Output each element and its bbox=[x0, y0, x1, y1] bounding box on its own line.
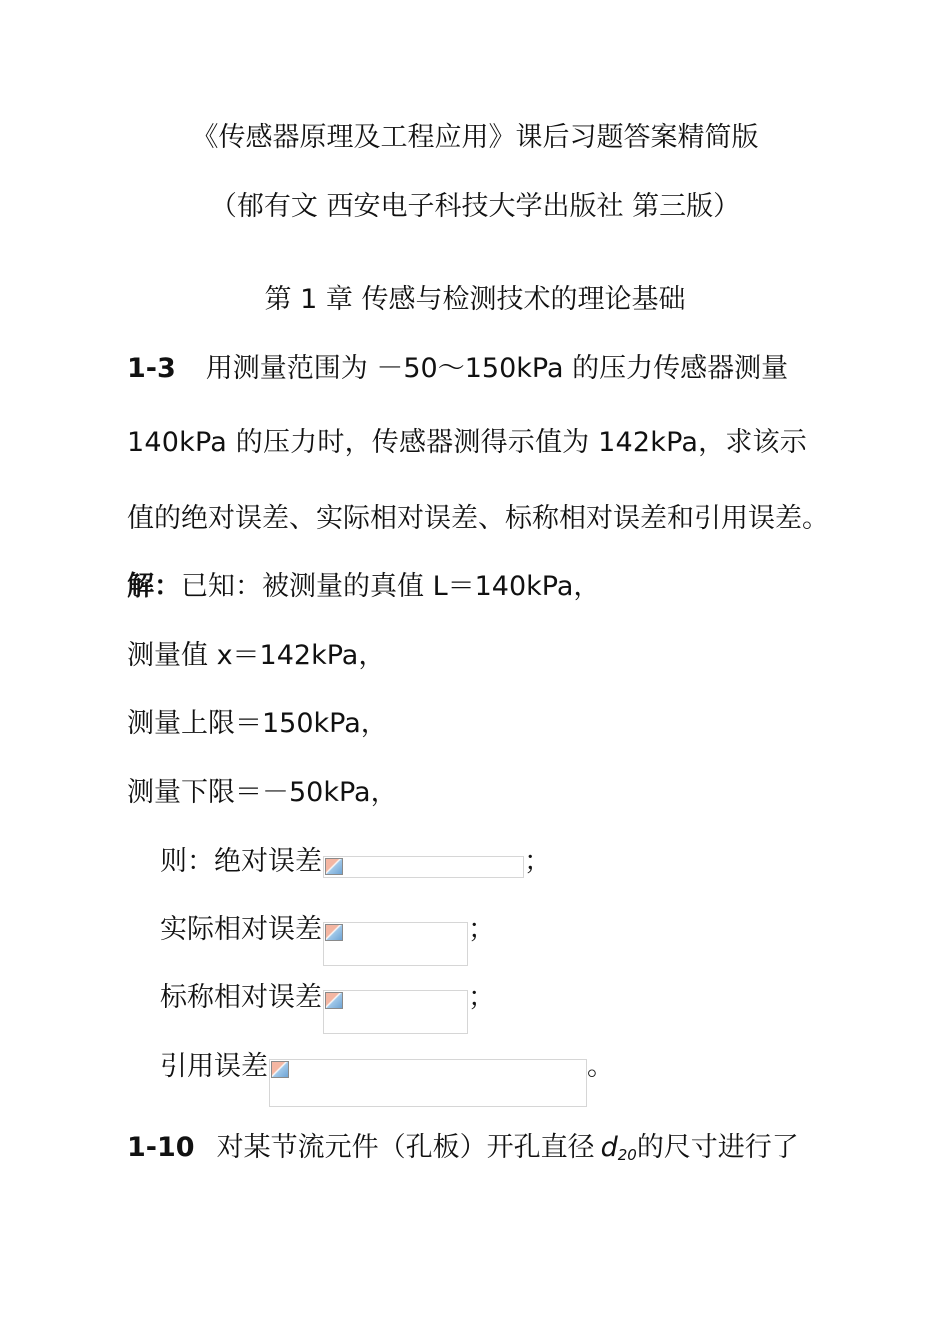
punctuation: ； bbox=[524, 846, 551, 877]
broken-image-icon bbox=[325, 992, 343, 1009]
diameter-symbol: $d_{20}$ bbox=[600, 1132, 637, 1164]
formula-image bbox=[323, 990, 468, 1034]
reference-error-line bbox=[160, 1053, 614, 1107]
solution-label: 解： bbox=[127, 571, 181, 602]
formula-image bbox=[269, 1059, 587, 1107]
upper-limit-line: 测量上限＝150kPa， bbox=[127, 708, 388, 739]
chapter-heading: 第 1 章 传感与检测技术的理论基础 bbox=[264, 284, 686, 315]
real-relative-error-line bbox=[160, 916, 495, 966]
problem-1-10-line-1 bbox=[127, 1134, 799, 1163]
problem-number: 1-10 bbox=[127, 1132, 195, 1163]
nominal-relative-error-line bbox=[160, 984, 495, 1034]
problem-text: 对某节流元件（孔板）开孔直径 bbox=[216, 1132, 595, 1163]
document-title: 《传感器原理及工程应用》课后习题答案精简版 bbox=[191, 122, 759, 153]
punctuation: ； bbox=[468, 982, 495, 1013]
problem-text: 用测量范围为 －50～150kPa 的压力传感器测量 bbox=[205, 353, 789, 384]
nominal-relative-error-label: 标称相对误差 bbox=[160, 982, 322, 1013]
lower-limit-line: 测量下限＝－50kPa， bbox=[127, 777, 398, 808]
document-subtitle: （郁有文 西安电子科技大学出版社 第三版） bbox=[209, 191, 741, 222]
problem-text-continued: 的尺寸进行了 bbox=[636, 1132, 799, 1163]
problem-1-3-line-3: 值的绝对误差、实际相对误差、标称相对误差和引用误差。 bbox=[127, 503, 829, 534]
measured-value-line: 测量值 x＝142kPa， bbox=[127, 640, 386, 671]
formula-image bbox=[323, 856, 524, 878]
problem-number: 1-3 bbox=[127, 353, 176, 384]
given-true-value: 已知：被测量的真值 L＝140kPa， bbox=[181, 571, 601, 602]
punctuation: ； bbox=[468, 914, 495, 945]
solution-given-line bbox=[127, 573, 600, 600]
absolute-error-label: 则：绝对误差 bbox=[160, 846, 322, 877]
punctuation: 。 bbox=[587, 1051, 614, 1082]
broken-image-icon bbox=[325, 924, 343, 941]
formula-image bbox=[323, 922, 468, 966]
problem-1-3-line-1 bbox=[127, 355, 860, 382]
reference-error-label: 引用误差 bbox=[160, 1051, 268, 1082]
broken-image-icon bbox=[271, 1061, 289, 1078]
problem-1-3-line-2: 140kPa 的压力时，传感器测得示值为 142kPa，求该示 bbox=[127, 427, 807, 458]
absolute-error-line bbox=[160, 848, 551, 878]
real-relative-error-label: 实际相对误差 bbox=[160, 914, 322, 945]
broken-image-icon bbox=[325, 858, 343, 875]
